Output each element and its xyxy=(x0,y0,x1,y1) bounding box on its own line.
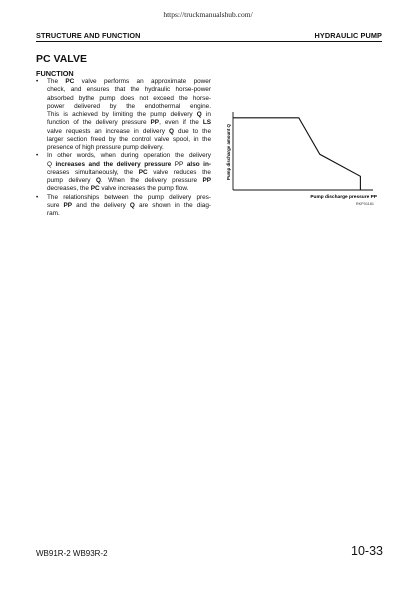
text-run: due to the xyxy=(173,127,212,135)
text-run: larger section freed by the control valve spool, in the xyxy=(47,135,211,143)
bold-term: Q xyxy=(196,111,202,118)
x-axis-label: Pump discharge pressure PP xyxy=(310,195,377,200)
bold-term: PP xyxy=(63,201,73,209)
bold-term: Q xyxy=(169,127,174,135)
text-run: function of the delivery pressure xyxy=(47,119,151,127)
bullet-item xyxy=(36,194,211,219)
pressure-delivery-chart xyxy=(224,110,384,216)
header-rule xyxy=(36,41,382,42)
text-run: This is achieved by limiting the pump delivery xyxy=(47,111,197,118)
text-run: valve increases the pump flow. xyxy=(99,185,189,193)
text-run: creases simultaneously, the xyxy=(47,168,139,176)
text-line xyxy=(47,144,211,152)
text-line xyxy=(47,128,211,136)
text-run: valve requests an increase in delivery xyxy=(47,127,169,135)
text-line xyxy=(47,136,211,144)
bold-term: LS xyxy=(202,119,211,127)
bold-term: Q xyxy=(129,201,135,209)
text-run: valve performs an approximate power xyxy=(74,78,211,85)
text-line xyxy=(47,95,211,103)
function-description xyxy=(36,78,211,218)
bold-term: also in- xyxy=(183,160,211,168)
text-line xyxy=(47,119,211,127)
bullet-item xyxy=(36,152,211,193)
text-line xyxy=(47,210,211,218)
text-run: , even if the xyxy=(159,119,203,127)
text-run: in xyxy=(201,111,211,118)
footer-model: WB91R-2 WB93R-2 xyxy=(36,549,108,558)
page-title: PC VALVE xyxy=(36,53,87,65)
header-section-name: STRUCTURE AND FUNCTION xyxy=(36,31,141,40)
text-line xyxy=(47,86,211,94)
text-run: power delivered by the endothermal engine. xyxy=(47,102,211,110)
header-chapter-name: HYDRAULIC PUMP xyxy=(314,31,382,40)
text-line xyxy=(47,78,211,86)
text-run: sure xyxy=(47,201,64,209)
bold-term: PC xyxy=(90,185,100,193)
bold-term: PP xyxy=(202,177,211,184)
text-run: PP xyxy=(174,160,184,168)
text-line xyxy=(47,103,211,111)
text-run: . When the delivery pressure xyxy=(100,177,203,184)
text-line xyxy=(47,185,211,193)
text-run: The xyxy=(47,78,66,85)
page-number: 10-33 xyxy=(351,544,383,558)
text-line xyxy=(47,177,211,185)
text-run: ram. xyxy=(47,210,60,217)
text-run: are shown in the diag- xyxy=(134,201,212,209)
text-run: and the delivery xyxy=(72,201,130,209)
text-line xyxy=(47,111,211,119)
site-url[interactable]: https://truckmanualshub.com/ xyxy=(163,10,253,19)
text-line xyxy=(47,152,211,160)
bullet-item xyxy=(36,78,211,152)
text-run: Q xyxy=(47,160,52,168)
bold-term: PP xyxy=(150,119,160,127)
figure-code: RKP01181 xyxy=(355,202,374,206)
text-run: decreases, the xyxy=(47,185,91,193)
y-axis-label: Pump discharge amount Q xyxy=(226,124,231,180)
text-run: absorbed bythe pump does not exceed the horse- xyxy=(47,94,211,102)
text-line xyxy=(47,194,211,202)
bullet-list xyxy=(36,78,211,218)
text-run: valve reduces the xyxy=(147,168,211,176)
bold-term: increases and the delivery pressure xyxy=(51,160,175,168)
text-line xyxy=(47,161,211,169)
text-run: pump delivery xyxy=(47,177,96,184)
text-line xyxy=(47,202,211,210)
text-line xyxy=(47,169,211,177)
text-run: presence of high pressure pump delivery. xyxy=(47,144,164,151)
text-run: check, and ensures that the hydraulic horse-power xyxy=(47,86,211,94)
text-run: In other words, when during operation the delivery xyxy=(47,152,211,160)
series-line xyxy=(233,118,360,190)
bold-term: PC xyxy=(138,168,148,176)
bold-term: Q xyxy=(95,177,101,184)
section-subtitle: FUNCTION xyxy=(36,69,74,78)
bold-term: PC xyxy=(65,78,75,85)
text-run: The relationships between the pump delivery pres- xyxy=(47,193,211,201)
